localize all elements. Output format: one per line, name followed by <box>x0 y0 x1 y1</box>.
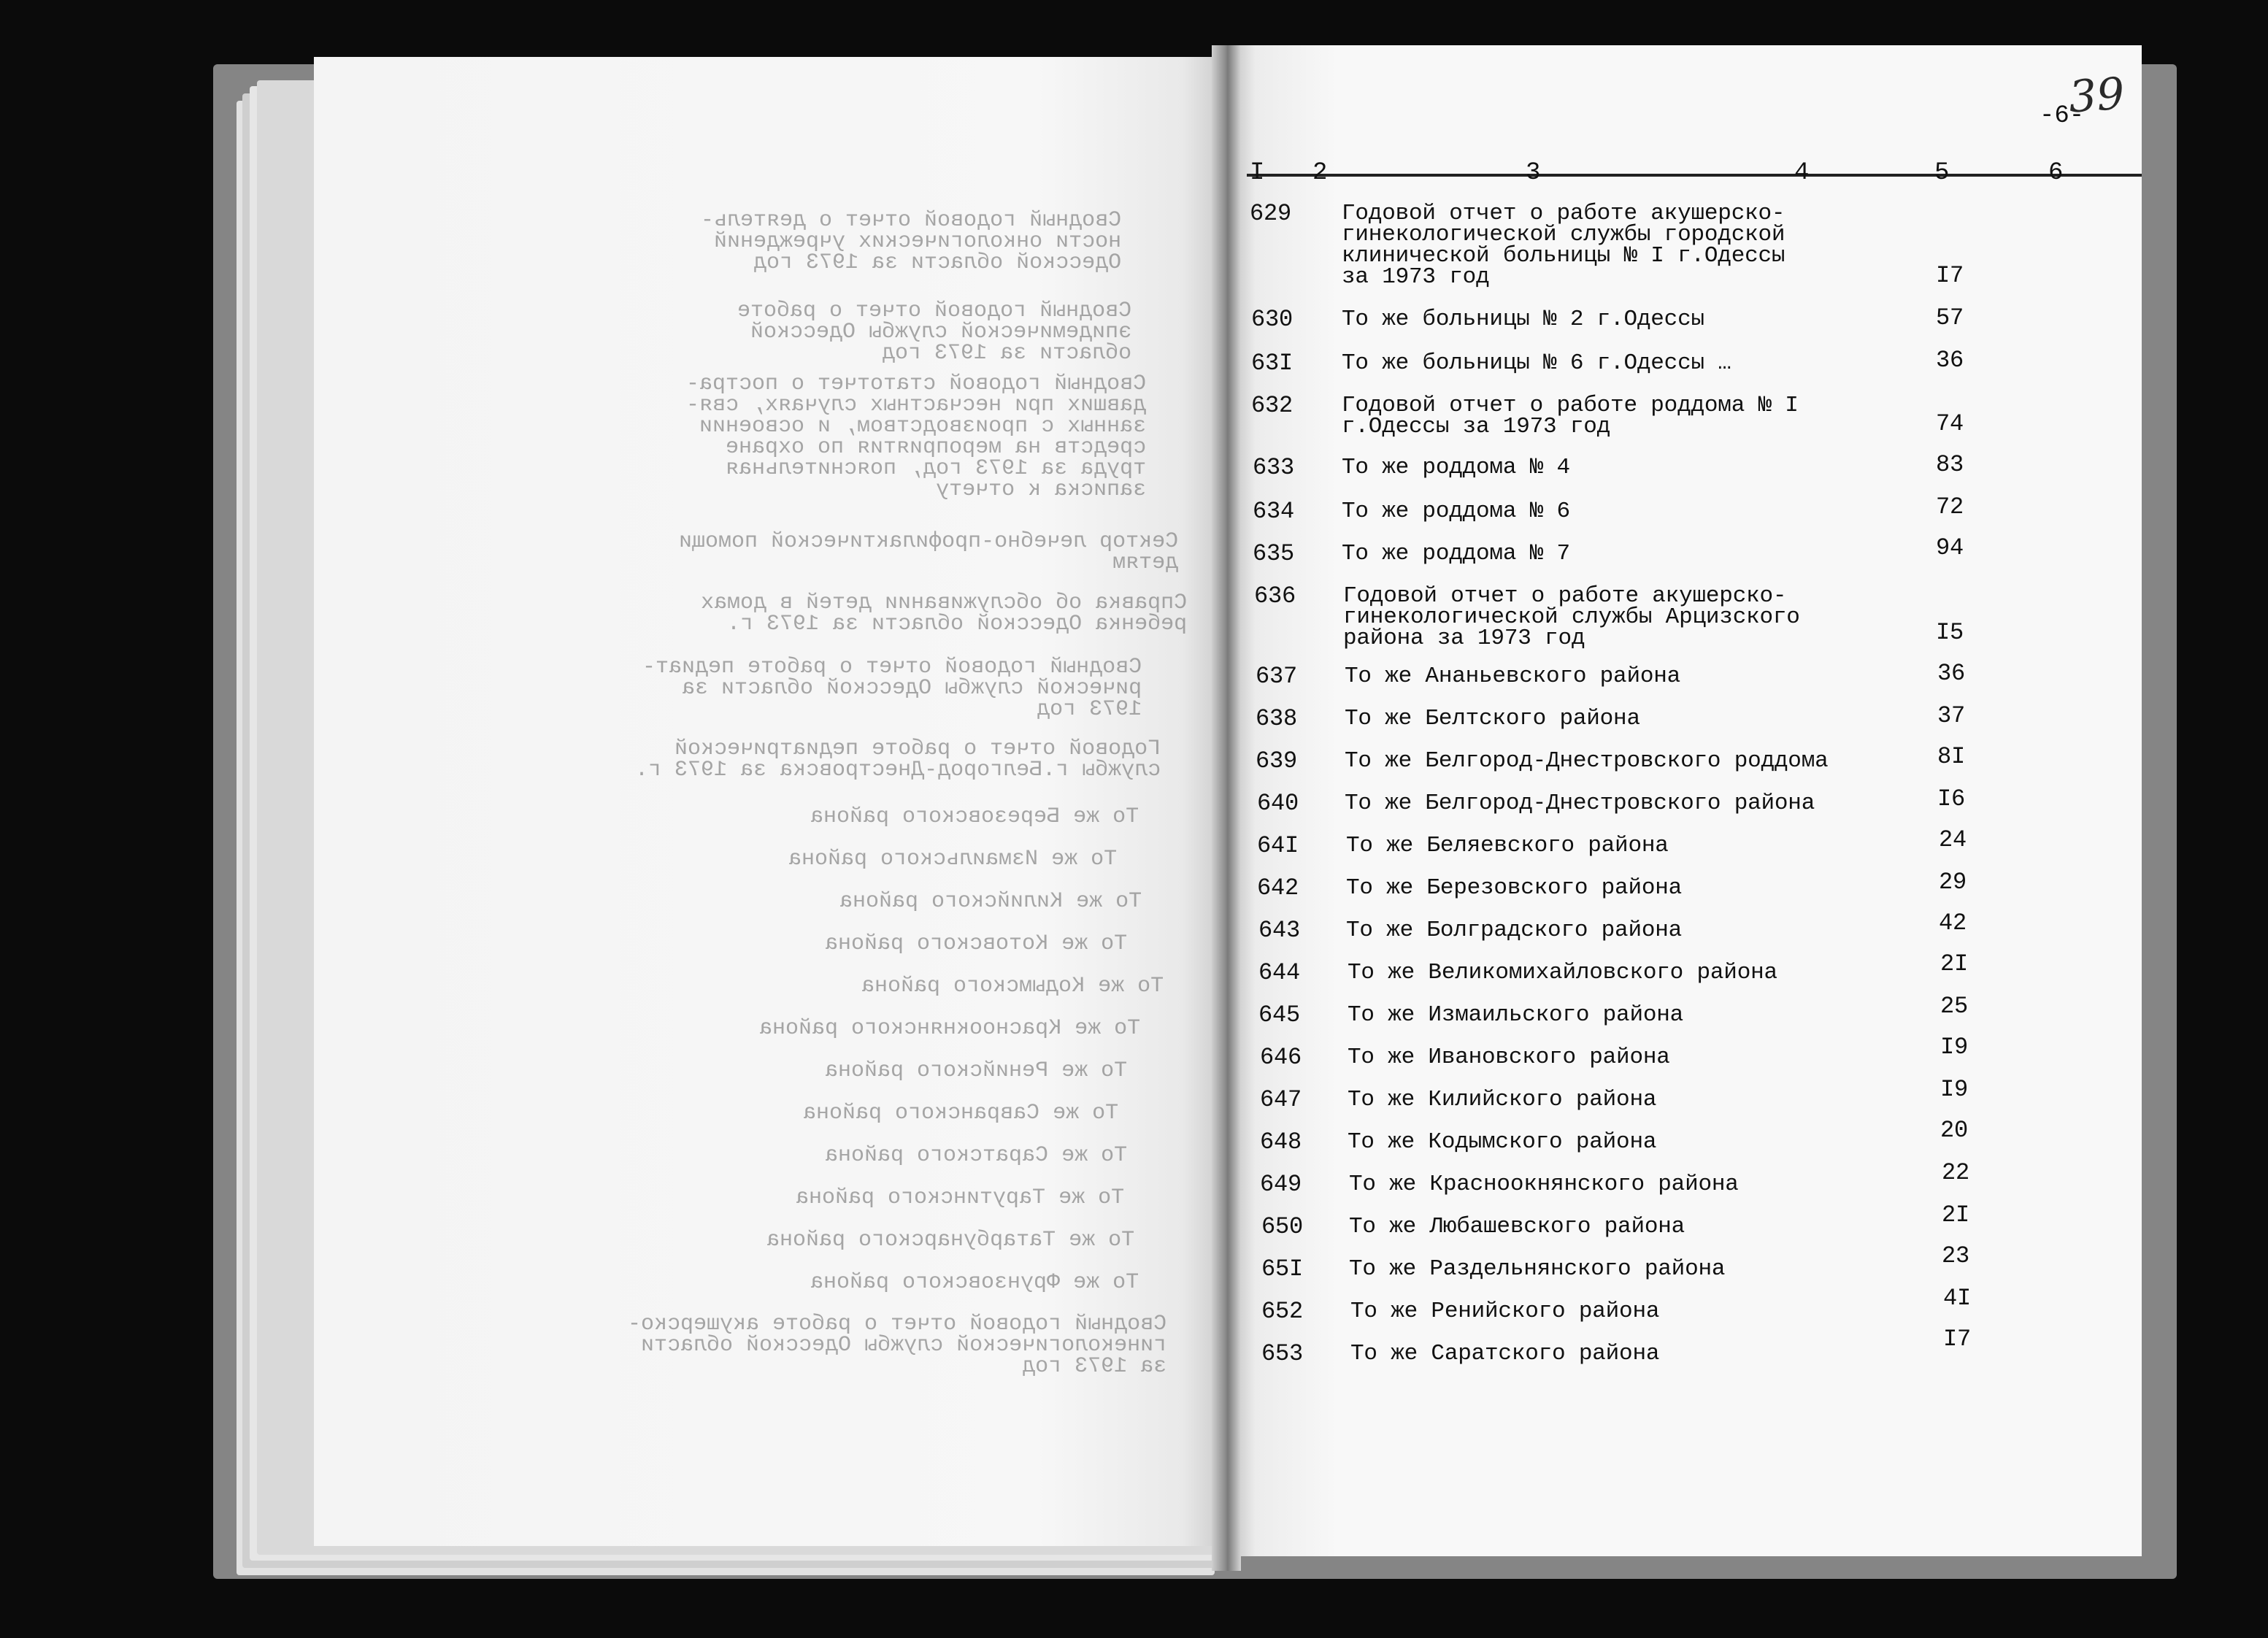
row-sheet-count: 72 <box>1936 493 1964 520</box>
row-title-line: То же Беляевского района <box>1346 833 1669 858</box>
row-number: 63I <box>1251 350 1293 377</box>
row-number: 636 <box>1254 582 1296 610</box>
row-title-line: То же роддома № 7 <box>1342 541 1570 566</box>
row-title-line: То же роддома № 6 <box>1342 499 1570 524</box>
row-sheet-count: 94 <box>1936 534 1964 561</box>
row-title-line: Годовой отчет о работе акушерско- <box>1342 201 1785 226</box>
row-number: 638 <box>1256 705 1298 732</box>
row-title-line: То же Белтского района <box>1345 706 1640 731</box>
row-title-line: клинической больницы № I г.Одессы <box>1342 243 1785 269</box>
row-number: 645 <box>1258 1001 1301 1028</box>
row-sheet-count: I7 <box>1943 1326 1972 1353</box>
row-number: 648 <box>1260 1128 1302 1156</box>
column-header-6: 6 <box>2048 159 2064 187</box>
row-sheet-count: 20 <box>1940 1117 1969 1144</box>
row-sheet-count: 57 <box>1936 304 1964 331</box>
row-title-line: То же Белгород-Днестровского района <box>1345 791 1815 816</box>
row-sheet-count: 8I <box>1937 743 1966 770</box>
row-title-line: Годовой отчет о работе роддома № I <box>1342 393 1799 418</box>
row-number: 642 <box>1257 874 1299 901</box>
row-number: 65I <box>1261 1256 1304 1283</box>
header-rule <box>1247 174 2142 177</box>
row-sheet-count: 36 <box>1936 347 1964 374</box>
row-title-line: То же роддома № 4 <box>1342 455 1570 480</box>
row-title-line: То же Любашевского района <box>1349 1214 1685 1239</box>
row-title-line: То же Саратского района <box>1350 1341 1660 1366</box>
row-number: 629 <box>1250 200 1292 227</box>
row-number: 653 <box>1261 1340 1304 1367</box>
row-number: 634 <box>1253 498 1295 525</box>
row-sheet-count: I7 <box>1936 262 1964 289</box>
row-sheet-count: I9 <box>1940 1034 1969 1061</box>
row-number: 633 <box>1253 454 1295 481</box>
row-title-line: г.Одессы за 1973 год <box>1342 414 1611 439</box>
row-title-line: за 1973 год <box>1342 264 1490 290</box>
row-sheet-count: I5 <box>1936 619 1964 646</box>
row-number: 637 <box>1256 663 1298 690</box>
row-number: 635 <box>1253 540 1295 567</box>
row-number: 640 <box>1257 790 1299 817</box>
page-number: -6- <box>2040 102 2085 130</box>
column-header-1: I <box>1250 159 1265 187</box>
row-title-line: То же Килийского района <box>1348 1087 1657 1112</box>
row-number: 650 <box>1261 1213 1304 1240</box>
row-sheet-count: 37 <box>1937 702 1966 729</box>
row-sheet-count: 25 <box>1940 993 1969 1020</box>
row-number: 649 <box>1260 1171 1302 1198</box>
row-number: 632 <box>1251 392 1293 419</box>
column-header-4: 4 <box>1794 159 1810 187</box>
row-title-line: То же Ананьевского района <box>1345 664 1681 689</box>
row-title-line: То же Березовского района <box>1346 875 1683 901</box>
row-title-line: То же Красноокнянского района <box>1349 1172 1739 1197</box>
book-spine-gutter <box>1212 45 1241 1571</box>
row-title-line: То же Раздельнянского района <box>1349 1256 1726 1282</box>
row-title-line: То же Великомихайловского района <box>1348 960 1777 985</box>
row-sheet-count: 42 <box>1939 910 1967 937</box>
row-sheet-count: 4I <box>1943 1285 1972 1312</box>
row-number: 64I <box>1257 832 1299 859</box>
row-number: 630 <box>1251 306 1293 333</box>
row-title-line: То же Кодымского района <box>1348 1129 1657 1155</box>
row-sheet-count: 23 <box>1942 1242 1970 1269</box>
row-number: 647 <box>1260 1086 1302 1113</box>
row-sheet-count: 2I <box>1942 1201 1970 1228</box>
row-number: 644 <box>1258 959 1301 986</box>
row-number: 639 <box>1256 747 1298 774</box>
row-title-line: То же больницы № 6 г.Одессы … <box>1342 350 1731 376</box>
row-number: 652 <box>1261 1298 1304 1325</box>
row-title-line: То же Измаильского района <box>1348 1002 1684 1028</box>
row-title-line: То же Ивановского района <box>1348 1045 1670 1070</box>
row-number: 643 <box>1258 917 1301 944</box>
row-sheet-count: 36 <box>1937 660 1966 687</box>
row-sheet-count: I6 <box>1937 785 1966 812</box>
left-page <box>314 57 1219 1546</box>
row-title-line: гинекологической службы Арцизского <box>1343 604 1800 630</box>
column-header-5: 5 <box>1934 159 1950 187</box>
left-page-show-through: Сводный годовой отчет о деятель- ности онкологических учреждений Одесской области за 1973 год Сводный годовой отчет о работе эпидемической службы Одесской области за 1973 год Сводный годовой статотчет о постра- давших при несчастных случаях, свя- занных с производством, и освоении средств на мероприятия по охране труда за 1973 год, пояснительная записка к отчету Сектор лечебно-профилактической помощи детям Справка об обслуживании детей в домах ребенка Одесской области за 1973 г. Сводный годовой отчет о работе педиат- рической службы Одесской области за 1973 год Годовой отчет о работе педиатрической службы г.Белгород-Днестровска за 1973 г. То же Березовского района То же Измаильского района То же Килийского района То же Котовского района То же Кодымского района То же Красноокнянского района То же Ренийского района То же Савранского района То же Саратского района То же Тарутинского района То же Татарбунарского района То же Фрунзовского района Сводный годовой отчет о работе акушерско- гинекологической службы Одесской области за 1973 год <box>628 208 1188 1379</box>
column-header-3: 3 <box>1526 159 1541 187</box>
row-sheet-count: 29 <box>1939 869 1967 896</box>
row-sheet-count: I9 <box>1940 1076 1969 1103</box>
row-title-line: То же Белгород-Днестровского роддома <box>1345 748 1829 774</box>
row-title-line: гинекологической службы городской <box>1342 222 1785 247</box>
row-title-line: района за 1973 год <box>1343 626 1585 651</box>
row-sheet-count: 83 <box>1936 451 1964 478</box>
row-number: 646 <box>1260 1044 1302 1071</box>
row-sheet-count: 2I <box>1940 950 1969 977</box>
row-sheet-count: 24 <box>1939 826 1967 853</box>
row-title-line: То же Болградского района <box>1346 918 1683 943</box>
handwritten-page-number: 39 <box>2067 68 2126 123</box>
row-title-line: Годовой отчет о работе акушерско- <box>1343 583 1787 609</box>
column-header-2: 2 <box>1312 159 1328 187</box>
row-title-line: То же больницы № 2 г.Одессы <box>1342 307 1704 332</box>
row-title-line: То же Ренийского района <box>1350 1299 1660 1324</box>
row-sheet-count: 22 <box>1942 1159 1970 1186</box>
row-sheet-count: 74 <box>1936 410 1964 437</box>
